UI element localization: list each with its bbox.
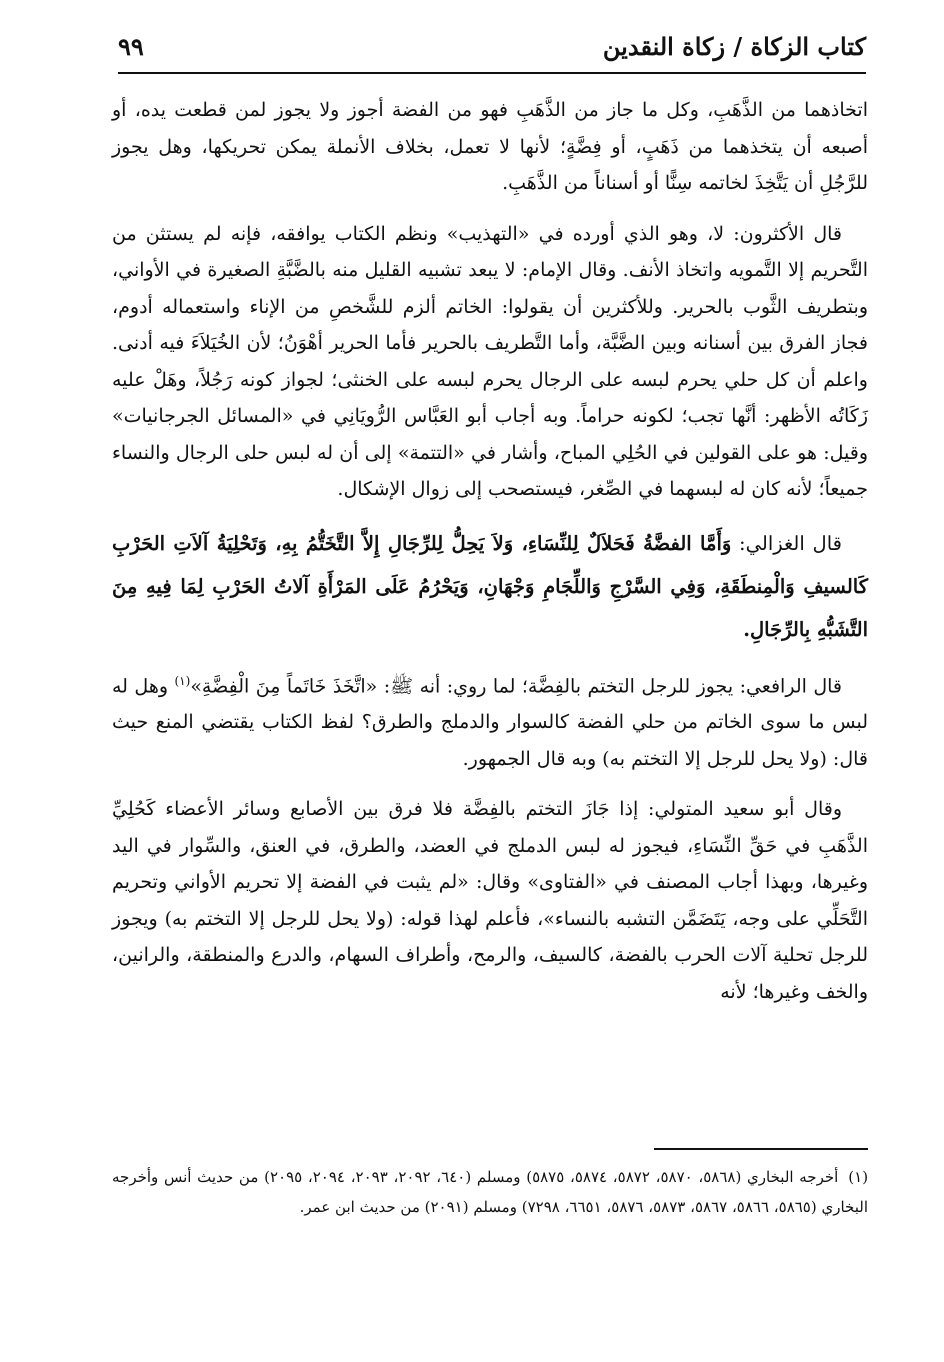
paragraph-ghazali-quote [112, 522, 868, 651]
quote-text: وَأَمَّا الفضَّةُ فَحَلاَلٌ لِلنِّسَاءِ، وَلاَ يَحِلُّ لِلرِّجَالِ إِلاَّ التَّخَتُّمُ بِهِ، وَتَحْلِيَةُ آلاَتِ الحَرْبِ كَالسيفِ وَالْمِنطَقَةِ، وَفِي السَّرْجِ وَاللِّجَامِ وَجْهَانِ، وَيَحْرُمُ عَلَى المَرْأَةِ آلاتُ الحَرْبِ لِمَا فِيهِ مِنَ التَّشَبُّهِ بِالرِّجَالِ. [112, 531, 868, 641]
footnote-marker: (١) [848, 1168, 869, 1186]
paragraph-akthar: قال الأكثرون: لا، وهو الذي أورده في «التهذيب» ونظم الكتاب يوافقه، فإنه لم يستثن من التَّحريم إلا التَّمويه واتخاذ الأنف. وقال الإمام: لا يبعد تشبيه القليل منه بالضَّبَّةِ الصغيرة في الأواني، وبتطريف الثَّوب بالحرير. وللأكثرين أن يقولوا: الخاتم ألزم للشَّخصِ من الإناء واستعماله أدوم، فجاز الفرق بين أسنانه وبين الضَّبَّة، وأما التَّطريف بالحرير فأما الحرير أهْوَنُ؛ لأن الخُيَلاَءَ فيه أدنى. واعلم أن كل حلي يحرم لبسه على الرجال يحرم لبسه على الخنثى؛ لجواز كونه رَجُلاً، وهَلْ عليه زَكَاتُه الأظهر: أنَّها تجب؛ لكونه حراماً. وبه أجاب أبو العَبَّاس الرُّويَانِي في «المسائل الجرجانيات» وقيل: هو على القولين في الحُلِي المباح، وأشار في «التتمة» إلى أن له لبس حلى الرجال والنساء جميعاً؛ لأنه كان له لبسهما في الصِّغر، فيستصحب إلى زوال الإشكال. [112, 222, 868, 500]
footnote-divider [654, 1148, 868, 1150]
paragraph-rafii-text-b: وهل له لبس ما سوى الخاتم من حلي الفضة كالسوار والدملج والطرق؟ لفظ الكتاب يقتضي المنع حيث قال: (ولا يحل للرجل إلا التختم به) وبه قال الجمهور. [112, 674, 868, 770]
paragraph-rafii-text-a: قال الرافعي: يجوز للرجل التختم بالفِضَّة؛ لما روي: أنه ﷺ: «اتَّخَذَ خَاتَماً مِنَ الْفِضَّةِ» [190, 674, 843, 697]
page-number: ٩٩ [118, 32, 144, 61]
chapter-title: كتاب الزكاة / زكاة النقدين [602, 32, 866, 61]
footnote-item [112, 1162, 868, 1222]
footnote-text: أخرجه البخاري (٥٨٦٨، ٥٨٧٠، ٥٨٧٢، ٥٨٧٤، ٥٨٧٥) ومسلم (٦٤٠، ٢٠٩٢، ٢٠٩٣، ٢٠٩٤، ٢٠٩٥) من حديث أنس وأخرجه البخاري (٥٨٦٥، ٥٨٦٦، ٥٨٦٧، ٥٨٧٣، ٥٨٧٦، ٦٦٥١، ٧٢٩٨) ومسلم (٢٠٩١) من حديث ابن عمر. [112, 1168, 868, 1216]
footnotes-section [112, 1162, 868, 1222]
quote-attribution: قال الغزالي: [731, 531, 842, 555]
main-text [112, 92, 868, 1024]
paragraph-mutawalli: وقال أبو سعيد المتولي: إذا جَازَ التختم بالفِضَّة فلا فرق بين الأصابع وسائر الأعضاء كَحُلِيِّ الذَّهَبِ في حَقِّ النِّسَاءِ، فيجوز له لبس الدملج في العضد، والطرق، في العنق، والسِّوار في اليد وغيرها، وبهذا أجاب المصنف في «الفتاوى» وقال: «لم يثبت في الفضة إلا تحريم الأواني وتحريم التَّحَلِّي على وجه، يَتَضَمَّن التشبه بالنساء»، فأعلم لهذا قوله: (ولا يحل للرجل إلا التختم به) ويجوز للرجل تحلية آلات الحرب بالفضة، كالسيف، والرمح، وأطراف السهام، والدرع والمنطقة، والرانين، والخف وغيرها؛ لأنه [112, 798, 868, 1003]
running-header [118, 28, 866, 74]
paragraph-continuation: اتخاذهما من الذَّهَبِ، وكل ما جاز من الذَّهَبِ فهو من الفضة أجوز ولا يجوز لمن قطعت يده، أو أصبعه أن يتخذهما من ذَهَبٍ، أو فِضَّةٍ؛ لأنها لا تعمل، بخلاف الأنملة يمكن تحريكها، وهل يجوز للرَّجُلِ أن يَتَّخِذَ لخاتمه سِنًّا أو أسناناً من الذَّهَبِ. [112, 99, 868, 194]
footnote-reference[interactable]: (١) [174, 673, 191, 688]
paragraph-rafii [112, 663, 868, 778]
